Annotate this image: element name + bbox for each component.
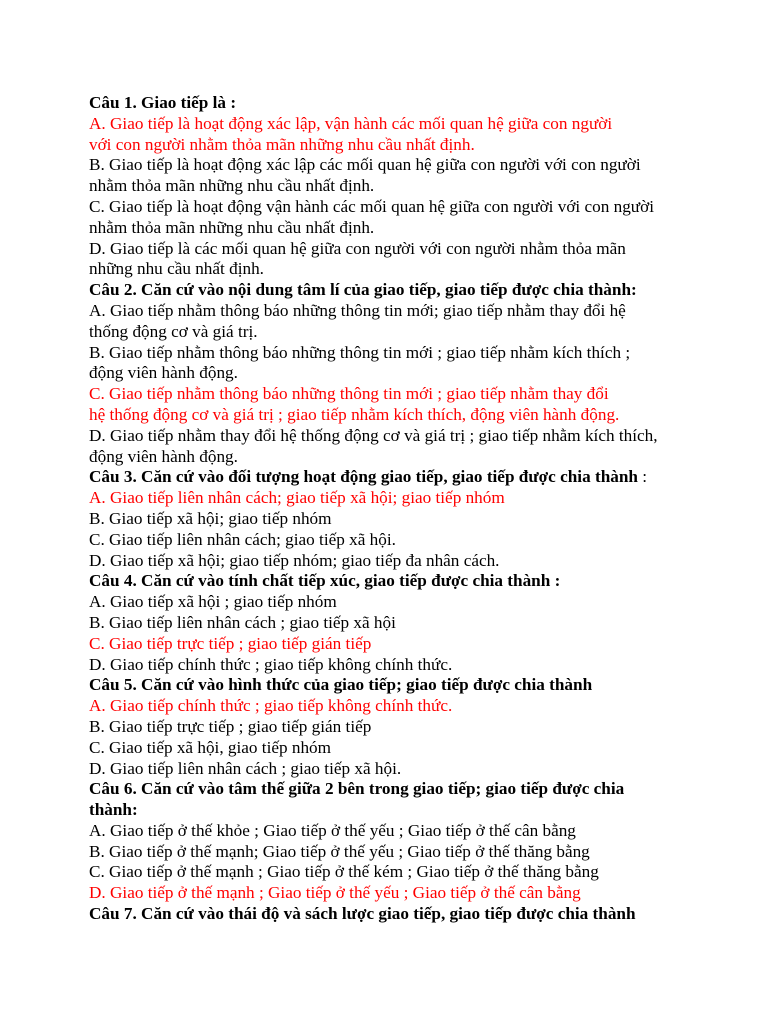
document-page (89, 93, 689, 925)
answer-option-correct: A. Giao tiếp chính thức ; giao tiếp không chính thức. (89, 696, 453, 716)
answer-option: C. Giao tiếp xã hội, giao tiếp nhóm (89, 737, 332, 757)
answer-option: B. Giao tiếp nhằm thông báo những thông tin mới ; giao tiếp nhằm kích thích ; (89, 342, 631, 362)
answer-option: B. Giao tiếp là hoạt động xác lập các mối quan hệ giữa con người với con người (89, 155, 641, 175)
answer-option-correct: C. Giao tiếp trực tiếp ; giao tiếp gián tiếp (89, 633, 372, 653)
answer-option: B. Giao tiếp xã hội; giao tiếp nhóm (89, 508, 332, 528)
answer-option: C. Giao tiếp ở thế mạnh ; Giao tiếp ở thế kém ; Giao tiếp ở thế thăng bằng (89, 862, 599, 882)
answer-option-correct: với con người nhằm thỏa mãn những nhu cầu nhất định. (89, 134, 475, 154)
question-text: Câu 2. Căn cứ vào nội dung tâm lí của giao tiếp, giao tiếp được chia thành: (89, 280, 637, 300)
answer-option: A. Giao tiếp ở thế khỏe ; Giao tiếp ở thế yếu ; Giao tiếp ở thế cân bằng (89, 820, 576, 840)
question-block (89, 779, 689, 904)
answer-option-correct: A. Giao tiếp là hoạt động xác lập, vận hành các mối quan hệ giữa con người (89, 113, 613, 133)
answer-option: D. Giao tiếp là các mối quan hệ giữa con người với con người nhằm thỏa mãn (89, 238, 626, 258)
question-block (89, 904, 689, 925)
question-text (89, 467, 689, 488)
answer-option: nhằm thỏa mãn những nhu cầu nhất định. (89, 217, 375, 237)
question-text: Câu 7. Căn cứ vào thái độ và sách lược giao tiếp, giao tiếp được chia thành (89, 904, 636, 924)
answer-option: thống động cơ và giá trị. (89, 321, 258, 341)
question-text-suffix: : (637, 467, 648, 487)
answer-option: B. Giao tiếp trực tiếp ; giao tiếp gián tiếp (89, 716, 372, 736)
answer-option: động viên hành động. (89, 363, 238, 383)
answer-option-correct: C. Giao tiếp nhằm thông báo những thông tin mới ; giao tiếp nhằm thay đổi (89, 384, 609, 404)
question-text: Câu 4. Căn cứ vào tính chất tiếp xúc, giao tiếp được chia thành : (89, 571, 561, 591)
answer-option: nhằm thỏa mãn những nhu cầu nhất định. (89, 176, 375, 196)
answer-option: D. Giao tiếp xã hội; giao tiếp nhóm; giao tiếp đa nhân cách. (89, 550, 500, 570)
answer-option-correct: hệ thống động cơ và giá trị ; giao tiếp nhằm kích thích, động viên hành động. (89, 404, 620, 424)
question-text: thành: (89, 800, 138, 820)
answer-option: B. Giao tiếp ở thế mạnh; Giao tiếp ở thế yếu ; Giao tiếp ở thế thăng bằng (89, 841, 590, 861)
question-block (89, 93, 689, 280)
question-text: Câu 5. Căn cứ vào hình thức của giao tiếp; giao tiếp được chia thành (89, 675, 593, 695)
question-text: Câu 6. Căn cứ vào tâm thế giữa 2 bên trong giao tiếp; giao tiếp được chia (89, 779, 625, 799)
question-text-main: Câu 3. Căn cứ vào đối tượng hoạt động giao tiếp, giao tiếp được chia thành (89, 467, 638, 487)
answer-option: những nhu cầu nhất định. (89, 259, 264, 279)
answer-option: động viên hành động. (89, 446, 238, 466)
answer-option: D. Giao tiếp nhằm thay đổi hệ thống động cơ và giá trị ; giao tiếp nhằm kích thích, (89, 425, 658, 445)
answer-option: D. Giao tiếp chính thức ; giao tiếp không chính thức. (89, 654, 453, 674)
question-block (89, 280, 689, 467)
answer-option: B. Giao tiếp liên nhân cách ; giao tiếp xã hội (89, 612, 396, 632)
answer-option: A. Giao tiếp nhằm thông báo những thông tin mới; giao tiếp nhằm thay đổi hệ (89, 300, 626, 320)
question-text: Câu 1. Giao tiếp là : (89, 93, 237, 112)
answer-option-correct: A. Giao tiếp liên nhân cách; giao tiếp xã hội; giao tiếp nhóm (89, 488, 505, 508)
answer-option: C. Giao tiếp liên nhân cách; giao tiếp xã hội. (89, 529, 396, 549)
question-block (89, 675, 689, 779)
answer-option: A. Giao tiếp xã hội ; giao tiếp nhóm (89, 592, 337, 612)
answer-option: C. Giao tiếp là hoạt động vận hành các mối quan hệ giữa con người với con người (89, 196, 654, 216)
answer-option-correct: D. Giao tiếp ở thế mạnh ; Giao tiếp ở thế yếu ; Giao tiếp ở thế cân bằng (89, 883, 581, 903)
question-block (89, 571, 689, 675)
answer-option: D. Giao tiếp liên nhân cách ; giao tiếp xã hội. (89, 758, 402, 778)
question-block (89, 467, 689, 571)
